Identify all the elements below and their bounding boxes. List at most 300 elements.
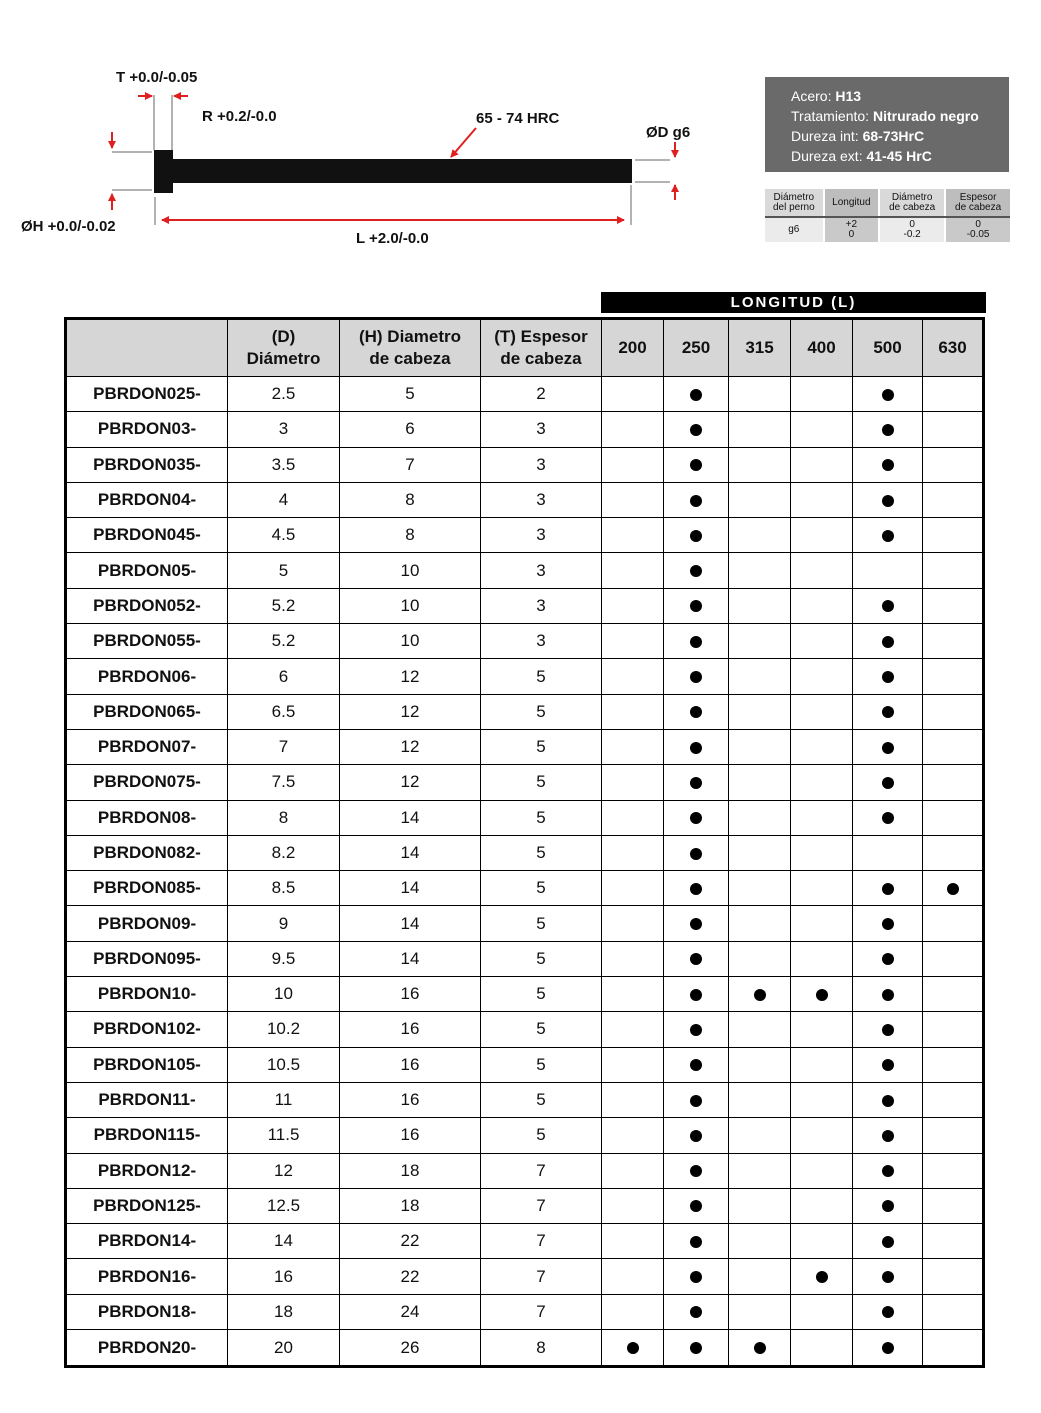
availability-cell-500 — [853, 906, 923, 941]
availability-cell-630 — [923, 694, 984, 729]
availability-cell-250 — [664, 1153, 729, 1188]
length-banner: LONGITUD (L) — [601, 292, 986, 313]
availability-dot-icon — [690, 1059, 702, 1071]
availability-cell-200 — [602, 1153, 664, 1188]
availability-cell-200 — [602, 1294, 664, 1329]
diameter-cell: 10.2 — [228, 1012, 340, 1047]
availability-cell-315 — [729, 377, 791, 412]
availability-cell-630 — [923, 1188, 984, 1223]
length-header-630: 630 — [923, 319, 984, 377]
availability-cell-500 — [853, 1082, 923, 1117]
availability-cell-630 — [923, 729, 984, 764]
availability-cell-630 — [923, 659, 984, 694]
diameter-cell: 16 — [228, 1259, 340, 1294]
availability-dot-icon — [882, 1024, 894, 1036]
table-row — [66, 835, 984, 870]
availability-cell-315 — [729, 588, 791, 623]
head-thickness-cell: 3 — [481, 553, 602, 588]
head-diameter-cell: 8 — [340, 482, 481, 517]
availability-cell-200 — [602, 871, 664, 906]
head-thickness-cell: 8 — [481, 1330, 602, 1367]
availability-cell-315 — [729, 765, 791, 800]
head-thickness-cell: 5 — [481, 765, 602, 800]
head-thickness-cell: 3 — [481, 482, 602, 517]
table-row — [66, 729, 984, 764]
availability-dot-icon — [690, 1306, 702, 1318]
availability-cell-315 — [729, 977, 791, 1012]
length-header-200: 200 — [602, 319, 664, 377]
table-row — [66, 588, 984, 623]
availability-dot-icon — [882, 953, 894, 965]
availability-cell-200 — [602, 412, 664, 447]
availability-cell-200 — [602, 518, 664, 553]
availability-dot-icon — [690, 1271, 702, 1283]
availability-cell-400 — [791, 518, 853, 553]
table-row — [66, 1012, 984, 1047]
code-cell: PBRDON04- — [66, 482, 228, 517]
r-tolerance-label: R +0.2/-0.0 — [202, 108, 277, 125]
availability-cell-315 — [729, 1012, 791, 1047]
availability-cell-630 — [923, 941, 984, 976]
availability-cell-400 — [791, 1012, 853, 1047]
availability-cell-200 — [602, 1224, 664, 1259]
availability-cell-250 — [664, 659, 729, 694]
availability-dot-icon — [882, 495, 894, 507]
code-cell: PBRDON095- — [66, 941, 228, 976]
head-diameter-cell: 12 — [340, 765, 481, 800]
diameter-cell: 8.5 — [228, 871, 340, 906]
availability-cell-500 — [853, 1047, 923, 1082]
head-thickness-cell: 7 — [481, 1259, 602, 1294]
availability-cell-400 — [791, 1224, 853, 1259]
tolerance-header-row — [765, 189, 1010, 217]
tolerance-value-cell: +2 0 — [824, 217, 879, 242]
head-diameter-cell: 14 — [340, 800, 481, 835]
diameter-cell: 9.5 — [228, 941, 340, 976]
availability-cell-200 — [602, 624, 664, 659]
availability-dot-icon — [882, 1165, 894, 1177]
availability-cell-250 — [664, 518, 729, 553]
availability-cell-250 — [664, 871, 729, 906]
availability-cell-500 — [853, 518, 923, 553]
tolerance-table — [765, 189, 1010, 242]
treatment-label: Tratamiento: — [791, 108, 870, 124]
availability-cell-630 — [923, 1153, 984, 1188]
availability-dot-icon — [882, 600, 894, 612]
availability-dot-icon — [690, 1165, 702, 1177]
availability-dot-icon — [882, 671, 894, 683]
diameter-cell: 6.5 — [228, 694, 340, 729]
code-cell: PBRDON125- — [66, 1188, 228, 1223]
table-row — [66, 482, 984, 517]
dimension-arrows — [112, 96, 675, 220]
availability-cell-315 — [729, 624, 791, 659]
availability-cell-250 — [664, 482, 729, 517]
head-thickness-cell: 7 — [481, 1224, 602, 1259]
table-body — [66, 377, 984, 1367]
treatment-value: Nitrurado negro — [872, 108, 979, 124]
availability-cell-400 — [791, 377, 853, 412]
head-diameter-cell: 24 — [340, 1294, 481, 1329]
diameter-cell: 18 — [228, 1294, 340, 1329]
internal-hardness-label: Dureza int: — [791, 128, 859, 144]
availability-cell-200 — [602, 1012, 664, 1047]
diameter-cell: 11.5 — [228, 1118, 340, 1153]
table-row — [66, 1082, 984, 1117]
availability-cell-200 — [602, 729, 664, 764]
availability-cell-500 — [853, 835, 923, 870]
availability-dot-icon — [882, 530, 894, 542]
head-diameter-cell: 16 — [340, 1082, 481, 1117]
availability-cell-250 — [664, 835, 729, 870]
external-hardness-label: Dureza ext: — [791, 148, 863, 164]
diameter-cell: 2.5 — [228, 377, 340, 412]
code-cell: PBRDON09- — [66, 906, 228, 941]
diameter-cell: 5 — [228, 553, 340, 588]
code-cell: PBRDON07- — [66, 729, 228, 764]
availability-dot-icon — [882, 1271, 894, 1283]
availability-dot-icon — [947, 883, 959, 895]
availability-cell-200 — [602, 765, 664, 800]
code-cell: PBRDON065- — [66, 694, 228, 729]
code-cell: PBRDON20- — [66, 1330, 228, 1367]
table-row — [66, 800, 984, 835]
head-thickness-cell: 5 — [481, 835, 602, 870]
availability-dot-icon — [882, 389, 894, 401]
head-thickness-cell: 3 — [481, 412, 602, 447]
table-row — [66, 694, 984, 729]
availability-cell-400 — [791, 1153, 853, 1188]
availability-cell-315 — [729, 800, 791, 835]
pin-technical-drawing — [0, 0, 760, 260]
availability-cell-500 — [853, 694, 923, 729]
availability-cell-630 — [923, 800, 984, 835]
code-cell: PBRDON102- — [66, 1012, 228, 1047]
availability-cell-630 — [923, 1330, 984, 1367]
diameter-cell: 12 — [228, 1153, 340, 1188]
steel-label: Acero: — [791, 88, 832, 104]
tolerance-header-cell: Diámetro de cabeza — [879, 189, 945, 217]
availability-cell-500 — [853, 553, 923, 588]
code-cell: PBRDON115- — [66, 1118, 228, 1153]
length-header-500: 500 — [853, 319, 923, 377]
table-row — [66, 624, 984, 659]
availability-cell-315 — [729, 518, 791, 553]
tolerance-header-cell: Espesor de cabeza — [945, 189, 1010, 217]
head-diameter-cell: 10 — [340, 624, 481, 659]
head-diameter-cell: 16 — [340, 1012, 481, 1047]
head-thickness-cell: 5 — [481, 1012, 602, 1047]
head-thickness-cell: 5 — [481, 1118, 602, 1153]
availability-cell-500 — [853, 1012, 923, 1047]
code-cell: PBRDON08- — [66, 800, 228, 835]
availability-cell-500 — [853, 1188, 923, 1223]
availability-dot-icon — [690, 600, 702, 612]
head-thickness-cell: 5 — [481, 977, 602, 1012]
head-thickness-cell: 5 — [481, 800, 602, 835]
availability-cell-500 — [853, 412, 923, 447]
availability-cell-250 — [664, 1330, 729, 1367]
availability-cell-250 — [664, 977, 729, 1012]
availability-cell-250 — [664, 1118, 729, 1153]
tolerance-header-cell: Longitud — [824, 189, 879, 217]
d-tolerance-label: ØD g6 — [646, 124, 691, 141]
availability-cell-315 — [729, 447, 791, 482]
availability-cell-250 — [664, 1012, 729, 1047]
availability-cell-315 — [729, 1294, 791, 1329]
availability-dot-icon — [754, 989, 766, 1001]
availability-dot-icon — [690, 1024, 702, 1036]
availability-cell-630 — [923, 624, 984, 659]
external-hardness-value: 41-45 HrC — [866, 148, 932, 164]
head-diameter-cell: 12 — [340, 694, 481, 729]
availability-dot-icon — [690, 706, 702, 718]
head-thickness-cell: 5 — [481, 659, 602, 694]
availability-cell-630 — [923, 1294, 984, 1329]
t-tolerance-label: T +0.0/-0.05 — [116, 69, 198, 86]
availability-cell-400 — [791, 1259, 853, 1294]
code-cell: PBRDON055- — [66, 624, 228, 659]
head-thickness-header: (T) Espesor de cabeza — [481, 319, 602, 377]
availability-dot-icon — [690, 1095, 702, 1107]
head-diameter-cell: 14 — [340, 871, 481, 906]
availability-cell-630 — [923, 553, 984, 588]
internal-hardness-value: 68-73HrC — [862, 128, 925, 144]
head-thickness-cell: 3 — [481, 518, 602, 553]
availability-cell-315 — [729, 482, 791, 517]
length-header-315: 315 — [729, 319, 791, 377]
tolerance-value-row — [765, 217, 1010, 242]
availability-cell-200 — [602, 588, 664, 623]
availability-dot-icon — [882, 706, 894, 718]
table-row — [66, 412, 984, 447]
external-hardness-row — [791, 146, 1009, 166]
availability-cell-630 — [923, 412, 984, 447]
internal-hardness-row — [791, 126, 1009, 146]
availability-dot-icon — [690, 1200, 702, 1212]
availability-dot-icon — [690, 812, 702, 824]
code-cell: PBRDON035- — [66, 447, 228, 482]
availability-cell-500 — [853, 1330, 923, 1367]
availability-cell-400 — [791, 729, 853, 764]
availability-cell-200 — [602, 941, 664, 976]
availability-cell-200 — [602, 447, 664, 482]
hardness-label: 65 - 74 HRC — [476, 110, 560, 127]
availability-dot-icon — [690, 1236, 702, 1248]
diameter-cell: 4.5 — [228, 518, 340, 553]
availability-cell-630 — [923, 871, 984, 906]
head-diameter-cell: 10 — [340, 588, 481, 623]
diameter-cell: 8.2 — [228, 835, 340, 870]
availability-dot-icon — [882, 812, 894, 824]
diameter-cell: 7 — [228, 729, 340, 764]
head-thickness-cell: 7 — [481, 1153, 602, 1188]
diameter-cell: 11 — [228, 1082, 340, 1117]
availability-cell-250 — [664, 765, 729, 800]
code-cell: PBRDON085- — [66, 871, 228, 906]
availability-cell-400 — [791, 659, 853, 694]
diameter-cell: 7.5 — [228, 765, 340, 800]
availability-dot-icon — [882, 918, 894, 930]
availability-cell-500 — [853, 977, 923, 1012]
availability-cell-630 — [923, 377, 984, 412]
head-thickness-cell: 7 — [481, 1188, 602, 1223]
availability-cell-630 — [923, 1118, 984, 1153]
availability-cell-200 — [602, 694, 664, 729]
availability-dot-icon — [690, 989, 702, 1001]
availability-cell-200 — [602, 482, 664, 517]
availability-dot-icon — [690, 389, 702, 401]
table-row — [66, 659, 984, 694]
pin-shank-shape — [170, 159, 632, 183]
head-thickness-cell: 3 — [481, 447, 602, 482]
head-diameter-cell: 6 — [340, 412, 481, 447]
treatment-row — [791, 106, 1009, 126]
availability-cell-400 — [791, 694, 853, 729]
availability-cell-500 — [853, 1118, 923, 1153]
availability-cell-400 — [791, 553, 853, 588]
head-thickness-cell: 5 — [481, 729, 602, 764]
availability-cell-315 — [729, 1153, 791, 1188]
steel-row — [791, 86, 1009, 106]
availability-cell-200 — [602, 1082, 664, 1117]
availability-cell-630 — [923, 1082, 984, 1117]
availability-cell-200 — [602, 1118, 664, 1153]
code-cell: PBRDON082- — [66, 835, 228, 870]
availability-cell-250 — [664, 906, 729, 941]
availability-cell-200 — [602, 1047, 664, 1082]
head-diameter-cell: 26 — [340, 1330, 481, 1367]
availability-dot-icon — [690, 777, 702, 789]
table-row — [66, 553, 984, 588]
availability-cell-200 — [602, 1188, 664, 1223]
length-header-250: 250 — [664, 319, 729, 377]
availability-cell-315 — [729, 694, 791, 729]
availability-cell-315 — [729, 835, 791, 870]
availability-cell-250 — [664, 1259, 729, 1294]
availability-cell-400 — [791, 800, 853, 835]
availability-cell-315 — [729, 906, 791, 941]
head-diameter-cell: 16 — [340, 1118, 481, 1153]
head-thickness-cell: 3 — [481, 588, 602, 623]
diameter-cell: 10 — [228, 977, 340, 1012]
availability-cell-315 — [729, 553, 791, 588]
availability-cell-200 — [602, 977, 664, 1012]
table-row — [66, 871, 984, 906]
head-thickness-cell: 5 — [481, 906, 602, 941]
l-tolerance-label: L +2.0/-0.0 — [356, 230, 429, 247]
availability-cell-500 — [853, 1224, 923, 1259]
availability-cell-500 — [853, 482, 923, 517]
table-row — [66, 447, 984, 482]
availability-cell-250 — [664, 1294, 729, 1329]
table-row — [66, 377, 984, 412]
head-diameter-cell: 10 — [340, 553, 481, 588]
availability-cell-630 — [923, 482, 984, 517]
availability-cell-400 — [791, 765, 853, 800]
head-diameter-cell: 7 — [340, 447, 481, 482]
availability-cell-400 — [791, 1294, 853, 1329]
head-diameter-cell: 16 — [340, 1047, 481, 1082]
availability-dot-icon — [816, 989, 828, 1001]
availability-cell-250 — [664, 1047, 729, 1082]
availability-cell-400 — [791, 1047, 853, 1082]
diameter-cell: 3 — [228, 412, 340, 447]
availability-cell-500 — [853, 447, 923, 482]
diameter-cell: 3.5 — [228, 447, 340, 482]
availability-cell-315 — [729, 941, 791, 976]
availability-cell-500 — [853, 729, 923, 764]
availability-dot-icon — [882, 777, 894, 789]
table-row — [66, 1294, 984, 1329]
availability-cell-500 — [853, 765, 923, 800]
availability-cell-250 — [664, 1082, 729, 1117]
availability-dot-icon — [882, 459, 894, 471]
availability-dot-icon — [754, 1342, 766, 1354]
head-diameter-cell: 12 — [340, 729, 481, 764]
availability-dot-icon — [690, 1342, 702, 1354]
availability-cell-400 — [791, 906, 853, 941]
availability-dot-icon — [882, 883, 894, 895]
availability-cell-250 — [664, 588, 729, 623]
availability-cell-400 — [791, 1118, 853, 1153]
diameter-cell: 8 — [228, 800, 340, 835]
availability-dot-icon — [690, 671, 702, 683]
availability-dot-icon — [690, 530, 702, 542]
availability-cell-200 — [602, 553, 664, 588]
availability-cell-200 — [602, 1330, 664, 1367]
code-cell: PBRDON16- — [66, 1259, 228, 1294]
steel-value: H13 — [835, 88, 862, 104]
availability-cell-630 — [923, 1259, 984, 1294]
availability-cell-400 — [791, 624, 853, 659]
diameter-cell: 4 — [228, 482, 340, 517]
availability-cell-630 — [923, 835, 984, 870]
availability-cell-200 — [602, 835, 664, 870]
availability-cell-315 — [729, 1224, 791, 1259]
availability-cell-500 — [853, 377, 923, 412]
pin-spec-table — [64, 317, 985, 1368]
availability-cell-400 — [791, 1188, 853, 1223]
head-thickness-cell: 3 — [481, 624, 602, 659]
availability-cell-500 — [853, 659, 923, 694]
tolerance-value-cell: 0 -0.2 — [879, 217, 945, 242]
availability-cell-250 — [664, 624, 729, 659]
availability-cell-200 — [602, 1259, 664, 1294]
table-row — [66, 1153, 984, 1188]
availability-cell-315 — [729, 1188, 791, 1223]
availability-dot-icon — [882, 1342, 894, 1354]
availability-dot-icon — [882, 1095, 894, 1107]
diameter-header: (D) Diámetro — [228, 319, 340, 377]
availability-dot-icon — [690, 459, 702, 471]
availability-cell-630 — [923, 447, 984, 482]
availability-cell-200 — [602, 659, 664, 694]
head-thickness-cell: 7 — [481, 1294, 602, 1329]
availability-cell-315 — [729, 729, 791, 764]
head-diameter-cell: 18 — [340, 1188, 481, 1223]
availability-dot-icon — [882, 1130, 894, 1142]
availability-cell-200 — [602, 377, 664, 412]
availability-cell-400 — [791, 977, 853, 1012]
availability-dot-icon — [690, 565, 702, 577]
availability-cell-400 — [791, 482, 853, 517]
code-cell: PBRDON11- — [66, 1082, 228, 1117]
head-thickness-cell: 5 — [481, 871, 602, 906]
table-row — [66, 1330, 984, 1367]
availability-cell-200 — [602, 906, 664, 941]
head-thickness-cell: 5 — [481, 941, 602, 976]
